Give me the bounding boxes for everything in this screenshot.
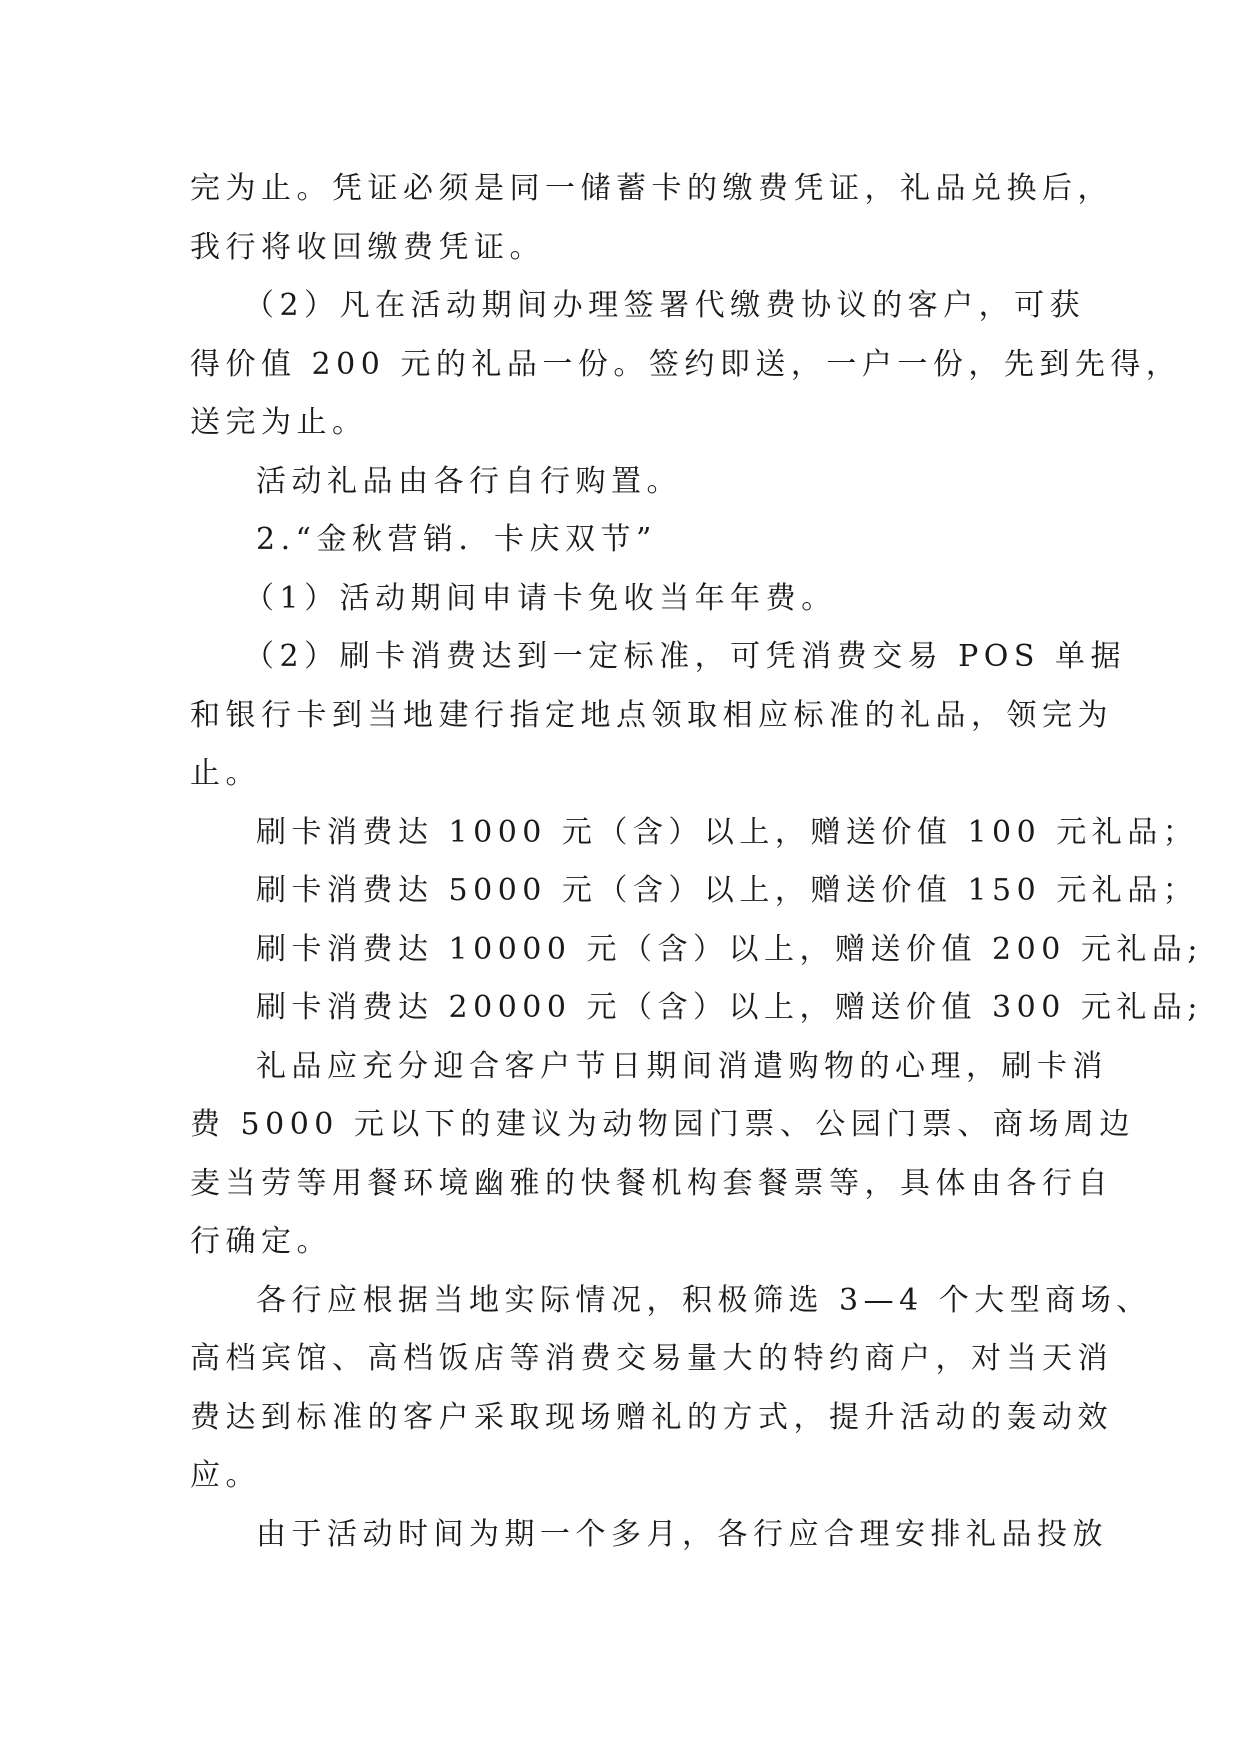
text-line: 应。: [190, 1458, 261, 1493]
gift-tier-line: 刷卡消费达 1000 元（含）以上，赠送价值 100 元礼品；: [256, 814, 1199, 850]
text-line: 费达到标准的客户采取现场赠礼的方式，提升活动的轰动效: [190, 1399, 1113, 1435]
text-line: 我行将收回缴费凭证。: [190, 229, 545, 265]
text-line: 费 5000 元以下的建议为动物园门票、公园门票、商场周边: [190, 1107, 1135, 1142]
text-line: 由于活动时间为期一个多月，各行应合理安排礼品投放: [256, 1516, 1108, 1552]
text-line: 送完为止。: [190, 405, 368, 440]
text-line: 高档宾馆、高档饭店等消费交易量大的特约商户，对当天消: [190, 1341, 1113, 1376]
text-line: 各行应根据当地实际情况，积极筛选 3—4 个大型商场、: [256, 1282, 1152, 1318]
text-line: （2）凡在活动期间办理签署代缴费协议的客户，可获: [244, 288, 1086, 323]
text-line: （1）活动期间申请卡免收当年年费。: [244, 580, 837, 616]
text-line: 麦当劳等用餐环境幽雅的快餐机构套餐票等，具体由各行自: [190, 1165, 1113, 1201]
text-line: 和银行卡到当地建行指定地点领取相应标准的礼品，领完为: [190, 697, 1113, 733]
text-line: （2）刷卡消费达到一定标准，可凭消费交易 POS 单据: [244, 639, 1126, 674]
document-body: [190, 160, 1203, 1564]
gift-tier-line: 刷卡消费达 10000 元（含）以上，赠送价值 200 元礼品;: [256, 931, 1203, 967]
gift-tier-line: 刷卡消费达 20000 元（含）以上，赠送价值 300 元礼品;: [256, 990, 1203, 1025]
text-line: 礼品应充分迎合客户节日期间消遣购物的心理，刷卡消: [256, 1048, 1108, 1084]
text-line: 行确定。: [190, 1224, 332, 1259]
text-line: 得价值 200 元的礼品一份。签约即送，一户一份，先到先得，: [190, 346, 1182, 382]
text-line: 完为止。凭证必须是同一储蓄卡的缴费凭证，礼品兑换后，: [190, 171, 1113, 206]
gift-tier-line: 刷卡消费达 5000 元（含）以上，赠送价值 150 元礼品；: [256, 873, 1199, 908]
text-line: 止。: [190, 756, 261, 791]
section-heading: 2.“金秋营销．卡庆双节”: [256, 522, 657, 557]
text-line: 活动礼品由各行自行购置。: [256, 463, 682, 499]
